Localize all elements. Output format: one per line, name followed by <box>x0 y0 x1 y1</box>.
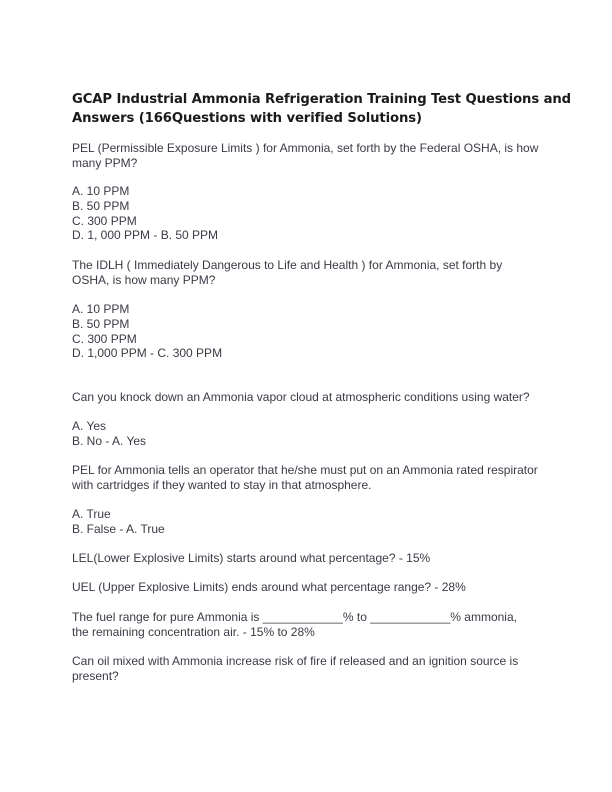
option-answer: D. 1, 000 PPM - B. 50 PPM <box>72 228 219 243</box>
option: A. 10 PPM <box>72 302 130 316</box>
title-line-2: Answers (166Questions with verified Solutions) <box>72 111 422 126</box>
question-3-options <box>72 419 552 449</box>
question-4-options <box>72 507 552 537</box>
question-3-text: Can you knock down an Ammonia vapor cloud at atmospheric conditions using water? <box>72 390 530 404</box>
question-1-options <box>72 184 552 243</box>
document-title <box>72 90 571 128</box>
option-answer: B. No - A. Yes <box>72 433 147 448</box>
option: C. 300 PPM <box>72 213 137 228</box>
option-answer: D. 1,000 PPM - C. 300 PPM <box>72 346 223 361</box>
question-2-options <box>72 302 552 361</box>
option: A. 10 PPM <box>72 184 130 198</box>
option: A. Yes <box>72 419 107 433</box>
question-8-text: Can oil mixed with Ammonia increase risk of fire if released and an ignition source is present? <box>72 654 519 683</box>
option: B. 50 PPM <box>72 198 130 213</box>
option: B. 50 PPM <box>72 316 130 331</box>
question-7-text: The fuel range for pure Ammonia is ____________% to ____________% ammonia, the remaining concentration air. - 15% to 28% <box>72 610 517 639</box>
option: C. 300 PPM <box>72 331 137 346</box>
option: A. True <box>72 507 111 521</box>
title-line-1: GCAP Industrial Ammonia Refrigeration Training Test Questions and <box>72 92 571 107</box>
question-6-text: UEL (Upper Explosive Limits) ends around what percentage range? - 28% <box>72 580 466 594</box>
question-4-text: PEL for Ammonia tells an operator that he/she must put on an Ammonia rated respirator with cartridges if they wanted to stay in that atmosphere. <box>72 463 538 492</box>
question-2-text: The IDLH ( Immediately Dangerous to Life and Health ) for Ammonia, set forth by OSHA, is how many PPM? <box>72 258 503 287</box>
question-1-text: PEL (Permissible Exposure Limits ) for Ammonia, set forth by the Federal OSHA, is how many PPM? <box>72 141 539 170</box>
option-answer: B. False - A. True <box>72 521 165 536</box>
question-5-text: LEL(Lower Explosive Limits) starts around what percentage? - 15% <box>72 551 431 565</box>
